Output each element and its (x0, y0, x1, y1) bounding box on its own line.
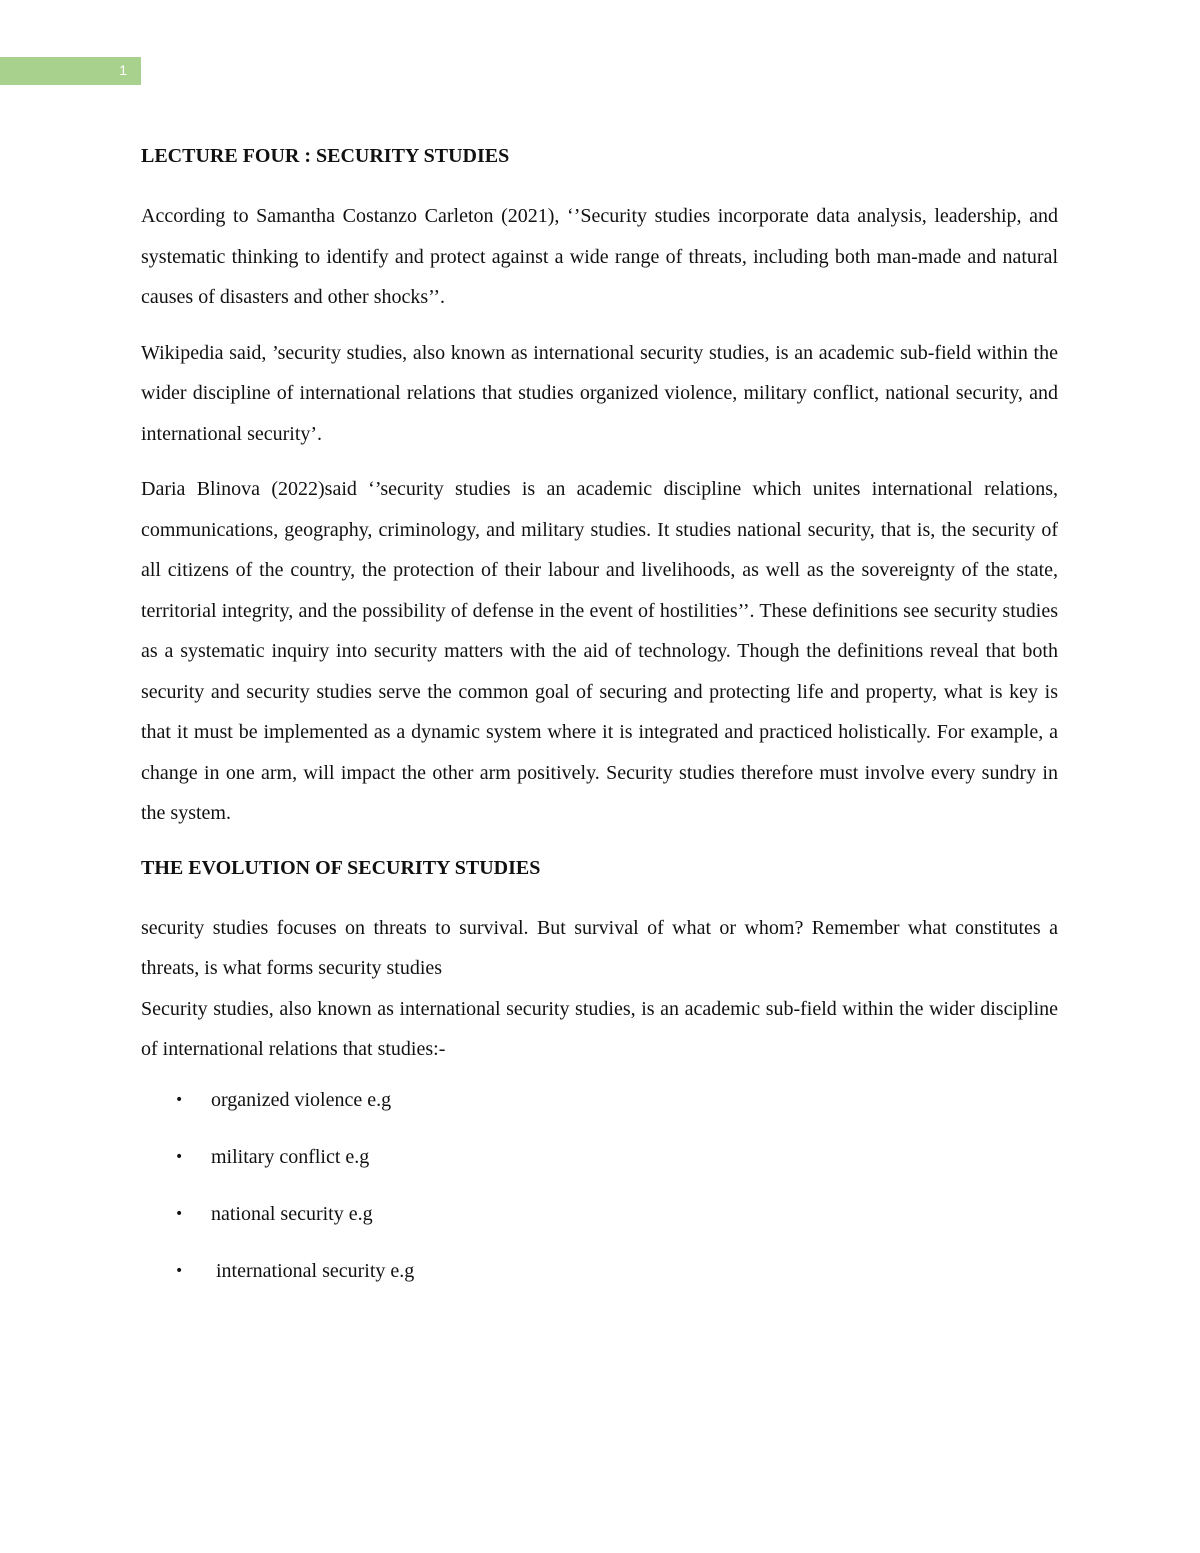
list-item (141, 1086, 1058, 1114)
list-item (141, 1200, 1058, 1228)
page-number: 1 (119, 62, 127, 78)
list-item-text: military conflict e.g (211, 1145, 370, 1168)
bullet-icon: • (175, 1148, 184, 1165)
bullet-list (141, 1086, 1058, 1285)
section-heading-evolution: THE EVOLUTION OF SECURITY STUDIES (141, 856, 541, 879)
list-item (141, 1143, 1058, 1171)
list-item (141, 1257, 1058, 1285)
bullet-icon: • (175, 1262, 184, 1279)
paragraph-carleton: According to Samantha Costanzo Carleton (2021), ‘’Security studies incorporate data analysis, leadership, and systematic thinking to identify and protect against a wide range of threats, including both man-made and natural causes of disasters and other shocks’’. (141, 205, 1058, 308)
list-item-text: national security e.g (211, 1202, 373, 1225)
bullet-icon: • (175, 1091, 184, 1108)
paragraph-threats: security studies focuses on threats to survival. But survival of what or whom? Remember what constitutes a threats, is what forms security studies (141, 916, 1058, 979)
paragraph-subfield: Security studies, also known as international security studies, is an academic sub-field within the wider discipline of international relations that studies:- (141, 997, 1058, 1060)
document-title: LECTURE FOUR : SECURITY STUDIES (141, 145, 510, 167)
paragraph-wikipedia: Wikipedia said, ’security studies, also known as international security studies, is an academic sub-field within the wider discipline of international relations that studies organized violence, military conflict, national security, and international security’. (141, 341, 1058, 445)
paragraph-blinova: Daria Blinova (2022)said ‘’security studies is an academic discipline which unites international relations, communications, geography, criminology, and military studies. It studies national security, that is, the security of all citizens of the country, the protection of their labour and livelihoods, as well as the sovereignty of the state, territorial integrity, and the possibility of defense in the event of hostilities’’. These definitions see security studies as a systematic inquiry into security matters with the aid of technology. Though the definitions reveal that both security and security studies serve the common goal of securing and protecting life and property, what is key is that it must be implemented as a dynamic system where it is integrated and practiced holistically. For example, a change in one arm, will impact the other arm positively. Security studies therefore must involve every sundry in the system. (141, 478, 1058, 824)
bullet-icon: • (175, 1205, 184, 1222)
list-item-text: organized violence e.g (211, 1088, 392, 1111)
list-item-text: international security e.g (211, 1259, 415, 1282)
page-number-bar (0, 57, 141, 85)
document-body (141, 142, 1058, 1314)
